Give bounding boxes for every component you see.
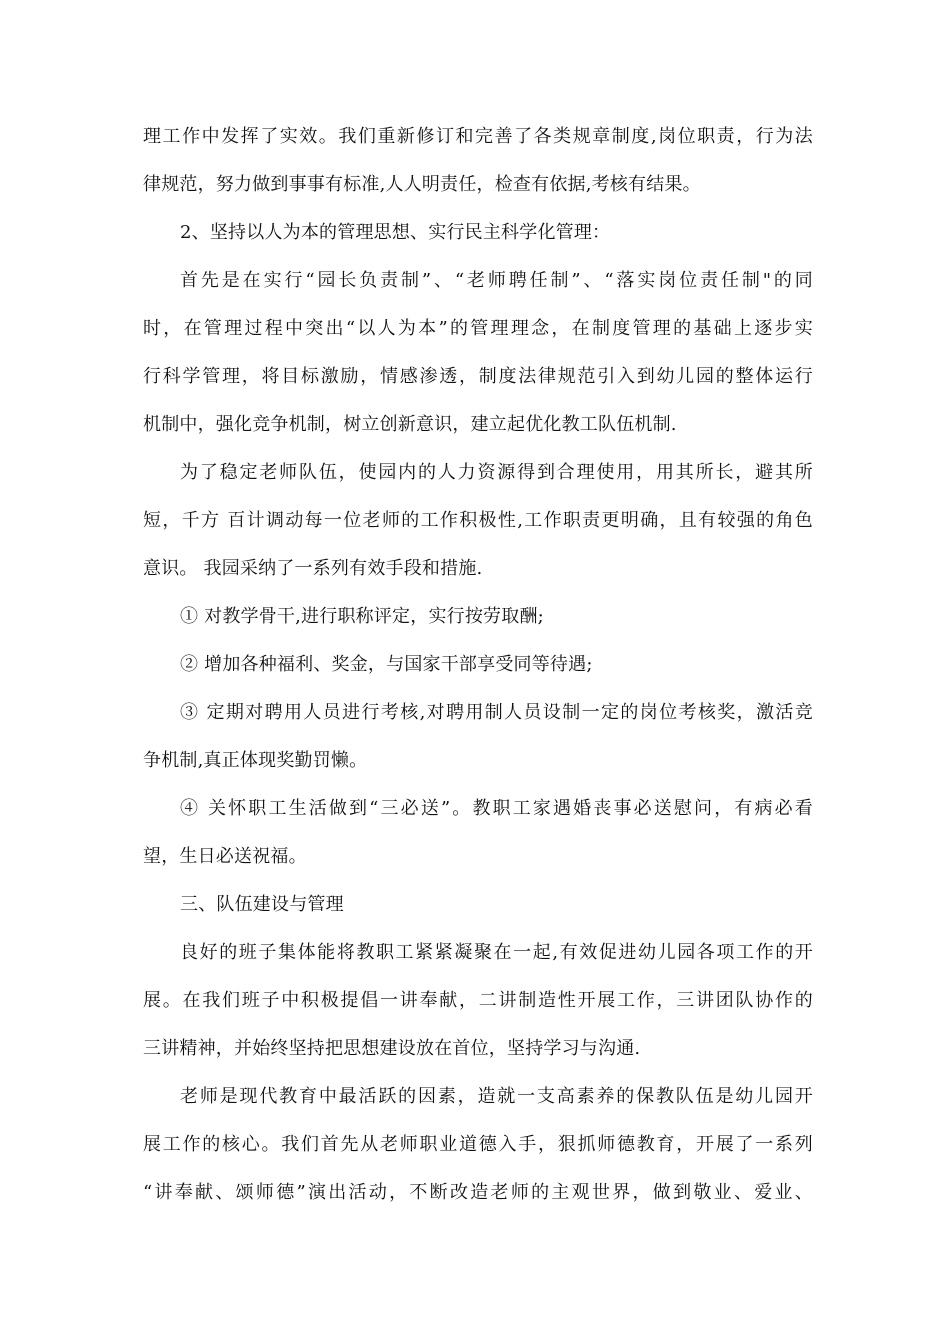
text-line: 短，千方 百计调动每一位老师的工作积极性,工作职责更明确，且有较强的角色 bbox=[143, 510, 813, 531]
text-line: 望，生日必送祝福。 bbox=[143, 846, 307, 867]
text-line: 意识。 我园采纳了一系列有效手段和措施. bbox=[143, 558, 483, 579]
list-item: ③ 定期对聘用人员进行考核,对聘用制人员设制一定的岗位考核奖，激活竞 bbox=[180, 702, 813, 723]
text-line: 老师是现代教育中最活跃的因素，造就一支高素养的保教队伍是幼儿园开 bbox=[180, 1086, 813, 1107]
text-line: 时，在管理过程中突出“以人为本”的管理理念，在制度管理的基础上逐步实 bbox=[143, 318, 813, 339]
text-line: 为了稳定老师队伍，使园内的人力资源得到合理使用，用其所长，避其所 bbox=[180, 462, 813, 483]
text-line: 机制中，强化竞争机制，树立创新意识，建立起优化教工队伍机制. bbox=[143, 414, 677, 435]
text-line: 理工作中发挥了实效。我们重新修订和完善了各类规章制度,岗位职责，行为法 bbox=[143, 126, 813, 147]
section-heading: 2、坚持以人为本的管理思想、实行民主科学化管理： bbox=[180, 222, 611, 243]
text-line: 三讲精神，并始终坚持把思想建设放在首位，坚持学习与沟通. bbox=[143, 1038, 641, 1059]
text-line: 行科学管理，将目标激励，情感渗透，制度法律规范引入到幼儿园的整体运行 bbox=[143, 366, 813, 387]
section-heading: 三、队伍建设与管理 bbox=[180, 894, 344, 915]
list-item: ① 对教学骨干,进行职称评定，实行按劳取酬; bbox=[180, 606, 544, 627]
text-line: “讲奉献、颂师德”演出活动，不断改造老师的主观世界，做到敬业、爱业、 bbox=[143, 1182, 813, 1203]
list-item: ② 增加各种福利、奖金，与国家干部享受同等待遇; bbox=[180, 654, 593, 675]
text-line: 首先是在实行“园长负责制”、“老师聘任制”、“落实岗位责任制"的同 bbox=[180, 270, 813, 291]
text-line: 展。在我们班子中积极提倡一讲奉献，二讲制造性开展工作，三讲团队协作的 bbox=[143, 990, 813, 1011]
text-line: 律规范，努力做到事事有标准,人人明责任，检查有依据,考核有结果。 bbox=[143, 174, 701, 195]
list-item: ④ 关怀职工生活做到“三必送”。教职工家遇婚丧事必送慰问，有病必看 bbox=[180, 798, 813, 819]
text-line: 良好的班子集体能将教职工紧紧凝聚在一起,有效促进幼儿园各项工作的开 bbox=[180, 942, 813, 963]
text-line: 展工作的核心。我们首先从老师职业道德入手，狠抓师德教育，开展了一系列 bbox=[143, 1134, 813, 1155]
text-line: 争机制,真正体现奖勤罚懒。 bbox=[143, 750, 368, 771]
